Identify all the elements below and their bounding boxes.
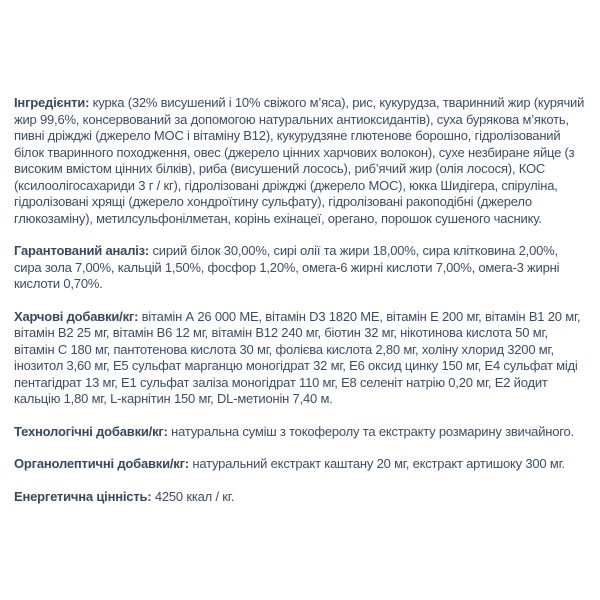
section-energy-value-text: 4250 ккал / кг. [154,488,235,504]
section-technological-additives-label: Технологічні добавки/кг: [14,423,168,439]
section-ingredients-text: курка (32% висушений і 10% свіжого м’яса), рис, кукурудза, тваринний жир (курячий жир 99,6%, консервований за допомогою натуральних антиоксидантів), суха бурякова м’якоть, пивні дріжджі (джерело МОС і вітаміну B12), кукурудзяне глютенове борошно, гідролізований білок тваринного походження, овес (джерело цінних харчових волокон), сухе незбиране яйце (з високим вмістом цінних білків), риба (висушений лосось), риб’ячий жир (олія лосося), КОС (ксилоолігосахариди 3 г / кг), гідролізовані дріжджі (джерело МОС), юкка Шидігера, спіруліна, гідролізовані хрящі (джерело хондроїтину сульфату), гідролізовані ракоподібні (джерело глюкозаміну), метилсульфонілметан, корінь ехінацеї, орегано, порошок сушеного часнику. [14,95,585,226]
section-organoleptic-additives-label: Органолептичні добавки/кг: [14,456,189,471]
section-nutritional-additives [14,309,587,408]
section-energy-value-label: Енергетична цінність: [14,488,152,504]
section-ingredients-label: Інгредієнти: [14,95,90,110]
section-organoleptic-additives [14,456,587,473]
section-guaranteed-analysis [14,243,587,293]
section-organoleptic-additives-text: натуральний екстракт каштану 20 мг, екстракт артишоку 300 мг. [192,456,565,471]
section-guaranteed-analysis-label: Гарантований аналіз: [14,243,150,258]
section-technological-additives-text: натуральна суміш з токоферолу та екстракту розмарину звичайного. [171,423,574,439]
section-technological-additives [14,424,587,441]
section-guaranteed-analysis-text: сирий білок 30,00%, сирі олії та жири 18,00%, сира клітковина 2,00%, сира зола 7,00%, кальцій 1,50%, фосфор 1,20%, омега-6 жирні кислоти 7,00%, омега-3 жирні кислоти 0,70%. [14,243,560,291]
section-ingredients [14,95,587,227]
section-nutritional-additives-text: вітамін А 26 000 МЕ, вітамін D3 1820 МЕ, вітамін Е 200 мг, вітамін В1 20 мг, вітамін В2 25 мг, вітамін В6 12 мг, вітамін В12 240 мг, біотин 32 мг, нікотинова кислота 50 мг, вітамін С 180 мг, пантотенова кислота 30 мг, фолієва кислота 2,80 мг, холіну хлорид 3200 мг, інозитол 3,60 мг, Е5 сульфат марганцю моногідрат 32 мг, Е6 оксид цинку 150 мг, Е4 сульфат міді пентагідрат 13 мг, Е1 сульфат заліза моногідрат 110 мг, Е8 селеніт натрію 0,20 мг, Е2 йодит кальцію 1,80 мг, L-карнітин 150 мг, DL-метионін 7,40 м. [14,308,581,406]
section-energy-value [14,489,587,506]
section-nutritional-additives-label: Харчові добавки/кг: [14,308,139,324]
